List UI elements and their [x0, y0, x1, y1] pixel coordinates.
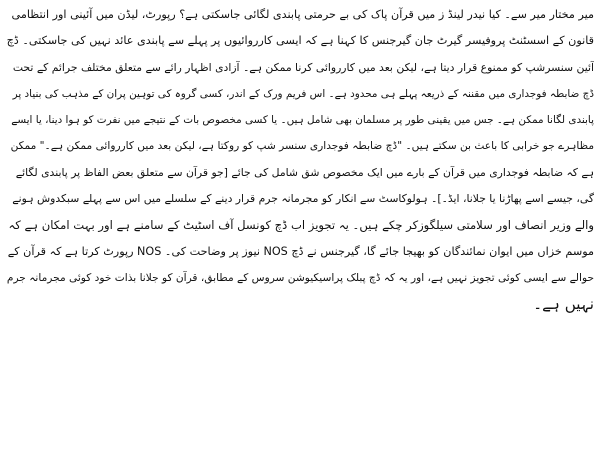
text-line: میر مختار میر سے۔ کیا نیدر لینڈ ز میں قرآن پاک کی بے حرمتی پابندی لگائی جاسکتی ہے؟ رپورٹ، لیڈن میں آئینی اور انتظامی — [11, 8, 594, 21]
text-line: آئین سنسرشپ کو ممنوع قرار دیتا ہے، لیکن بعد میں کارروائی کرنا ممکن ہے۔ آزادی اظہار رائے سے متعلق مختلف جرائم کے تحت — [12, 60, 594, 74]
text-line: گی، جیسے اسے پھاڑنا یا جلانا، ایڈ۔]۔ ہولوکاسٹ سے انکار کو مجرمانہ جرم قرار دینے کے سلسلے میں اس سے پہلے سبکدوش ہونے — [12, 192, 594, 206]
text-line: نہیں ہے۔ — [533, 295, 594, 314]
text-line: موسم خزاں میں ایوان نمائندگان کو بھیجا جائے گا، گیرجنس نے ڈچ NOS نیوز پر وضاحت کی۔ NOS رپورٹ کرتا ہے کہ قرآن کے — [7, 244, 594, 258]
text-line: حوالے سے ایسی کوئی تجویز نہیں ہے، اور یہ کہ ڈچ پبلک پراسیکیوشن سروس کے مطابق، قرآن کو جلانا بذات خود کوئی مجرمانہ جرم — [6, 271, 594, 284]
text-line: قانون کے اسسٹنٹ پروفیسر گیرٹ جان گیرجنس کا کہنا ہے کہ ایسی کارروائیوں پر پہلے سے پابندی عائد نہیں کی جاسکتی۔ ڈچ — [6, 34, 594, 48]
text-line: والے وزیر انصاف اور سلامتی سیلگوزکر چکے ہیں۔ یہ تجویز اب ڈچ کونسل آف اسٹیٹ کے سامنے ہے اور بہت امکان ہے کہ — [8, 218, 594, 233]
text-line: مظاہرے جو خرابی کا باعث بن سکتے ہیں۔ "ڈچ ضابطہ فوجداری سنسر شپ کو روکتا ہے، لیکن بعد میں کارروائی ممکن ہے۔" ممکن — [10, 140, 594, 153]
text-line: ڈچ ضابطہ فوجداری میں مقننہ کے ذریعہ پہلے ہی محدود ہے۔ اس فریم ورک کے اندر، کسی گروہ کی توہین پران کے مذہب کی بنیاد پر — [12, 87, 594, 100]
text-line: ہے کہ ضابطہ فوجداری میں قرآن کے بارے میں ایک مخصوص شق شامل کی جائے [جو قرآن سے متعلق بعض الفاظ پر پابندی لگائے — [15, 165, 594, 179]
text-line: پابندی لگانا ممکن ہے۔ جس میں یقینی طور پر مسلمان بھی شامل ہیں۔ یا کسی مخصوص بات کے نتیجے میں نفرت کو ہوا دینا، یا ایسے — [11, 114, 594, 127]
